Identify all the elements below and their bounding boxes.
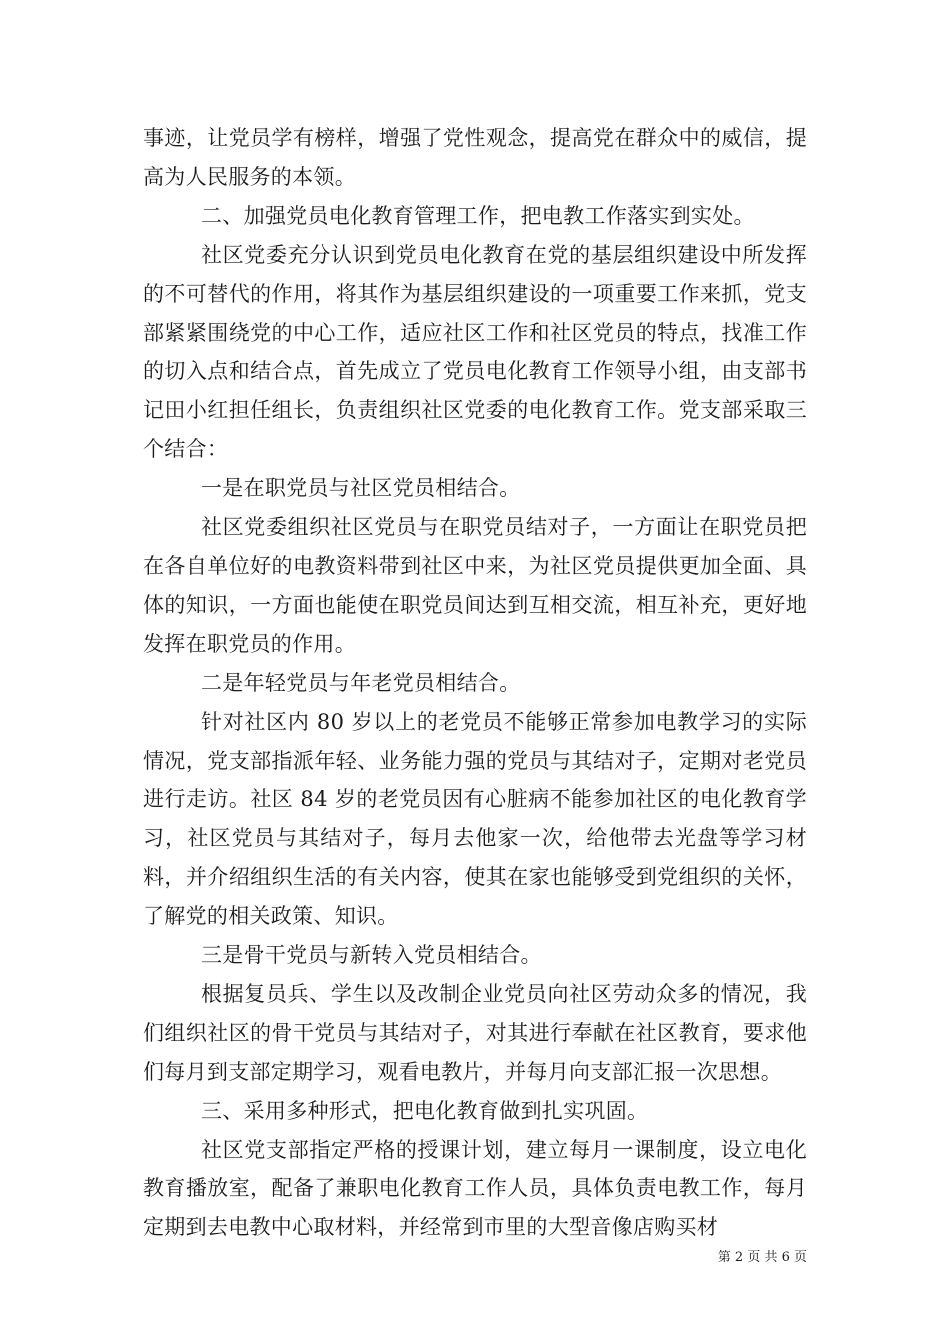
document-body <box>143 119 807 1247</box>
subheading-2: 二是年轻党员与年老党员相结合。 <box>201 670 521 695</box>
section-heading-2: 二、加强党员电化教育管理工作，把电教工作落实到实处。 <box>201 203 755 228</box>
paragraph: 根据复员兵、学生以及改制企业党员向社区劳动众多的情况，我们组织社区的骨干党员与其结对子，对其进行奉献在社区教育，要求他们每月到支部定期学习，观看电教片，并每月向支部汇报一次思想。 <box>143 981 807 1084</box>
subheading-3: 三是骨干党员与新转入党员相结合。 <box>201 943 542 968</box>
paragraph: 社区党委组织社区党员与在职党员结对子，一方面让在职党员把在各自单位好的电教资料带到社区中来，为社区党员提供更加全面、具体的知识，一方面也能使在职党员间达到互相交流，相互补充，更好地发挥在职党员的作用。 <box>143 515 807 656</box>
paragraph: 针对社区内 80 岁以上的老党员不能够正常参加电教学习的实际情况，党支部指派年轻、业务能力强的党员与其结对子，定期对老党员进行走访。社区 84 岁的老党员因有心脏病不能参加社区的电化教育学习，社区党员与其结对子，每月去他家一次，给他带去光盘等学习材料，并介绍组织生活的有关内容，使其在家也能够受到党组织的关怀，了解党的相关政策、知识。 <box>143 709 807 929</box>
page-footer <box>0 1246 807 1265</box>
section-heading-3: 三、采用多种形式，把电化教育做到扎实巩固。 <box>201 1098 649 1123</box>
paragraph: 社区党支部指定严格的授课计划，建立每月一课制度，设立电化教育播放室，配备了兼职电化教育工作人员，具体负责电教工作，每月定期到去电教中心取材料，并经常到市里的大型音像店购买材 <box>143 1137 807 1240</box>
paragraph: 社区党委充分认识到党员电化教育在党的基层组织建设中所发挥的不可替代的作用，将其作为基层组织建设的一项重要工作来抓，党支部紧紧围绕党的中心工作，适应社区工作和社区党员的特点，找准工作的切入点和结合点，首先成立了党员电化教育工作领导小组，由支部书记田小红担任组长，负责组织社区党委的电化教育工作。党支部采取三个结合： <box>143 242 807 462</box>
page-number: 第 2 页 共 6 页 <box>717 1250 807 1265</box>
subheading-1: 一是在职党员与社区党员相结合。 <box>201 476 521 501</box>
paragraph-continuation: 事迹，让党员学有榜样，增强了党性观念，提高党在群众中的威信，提高为人民服务的本领。 <box>143 126 807 189</box>
